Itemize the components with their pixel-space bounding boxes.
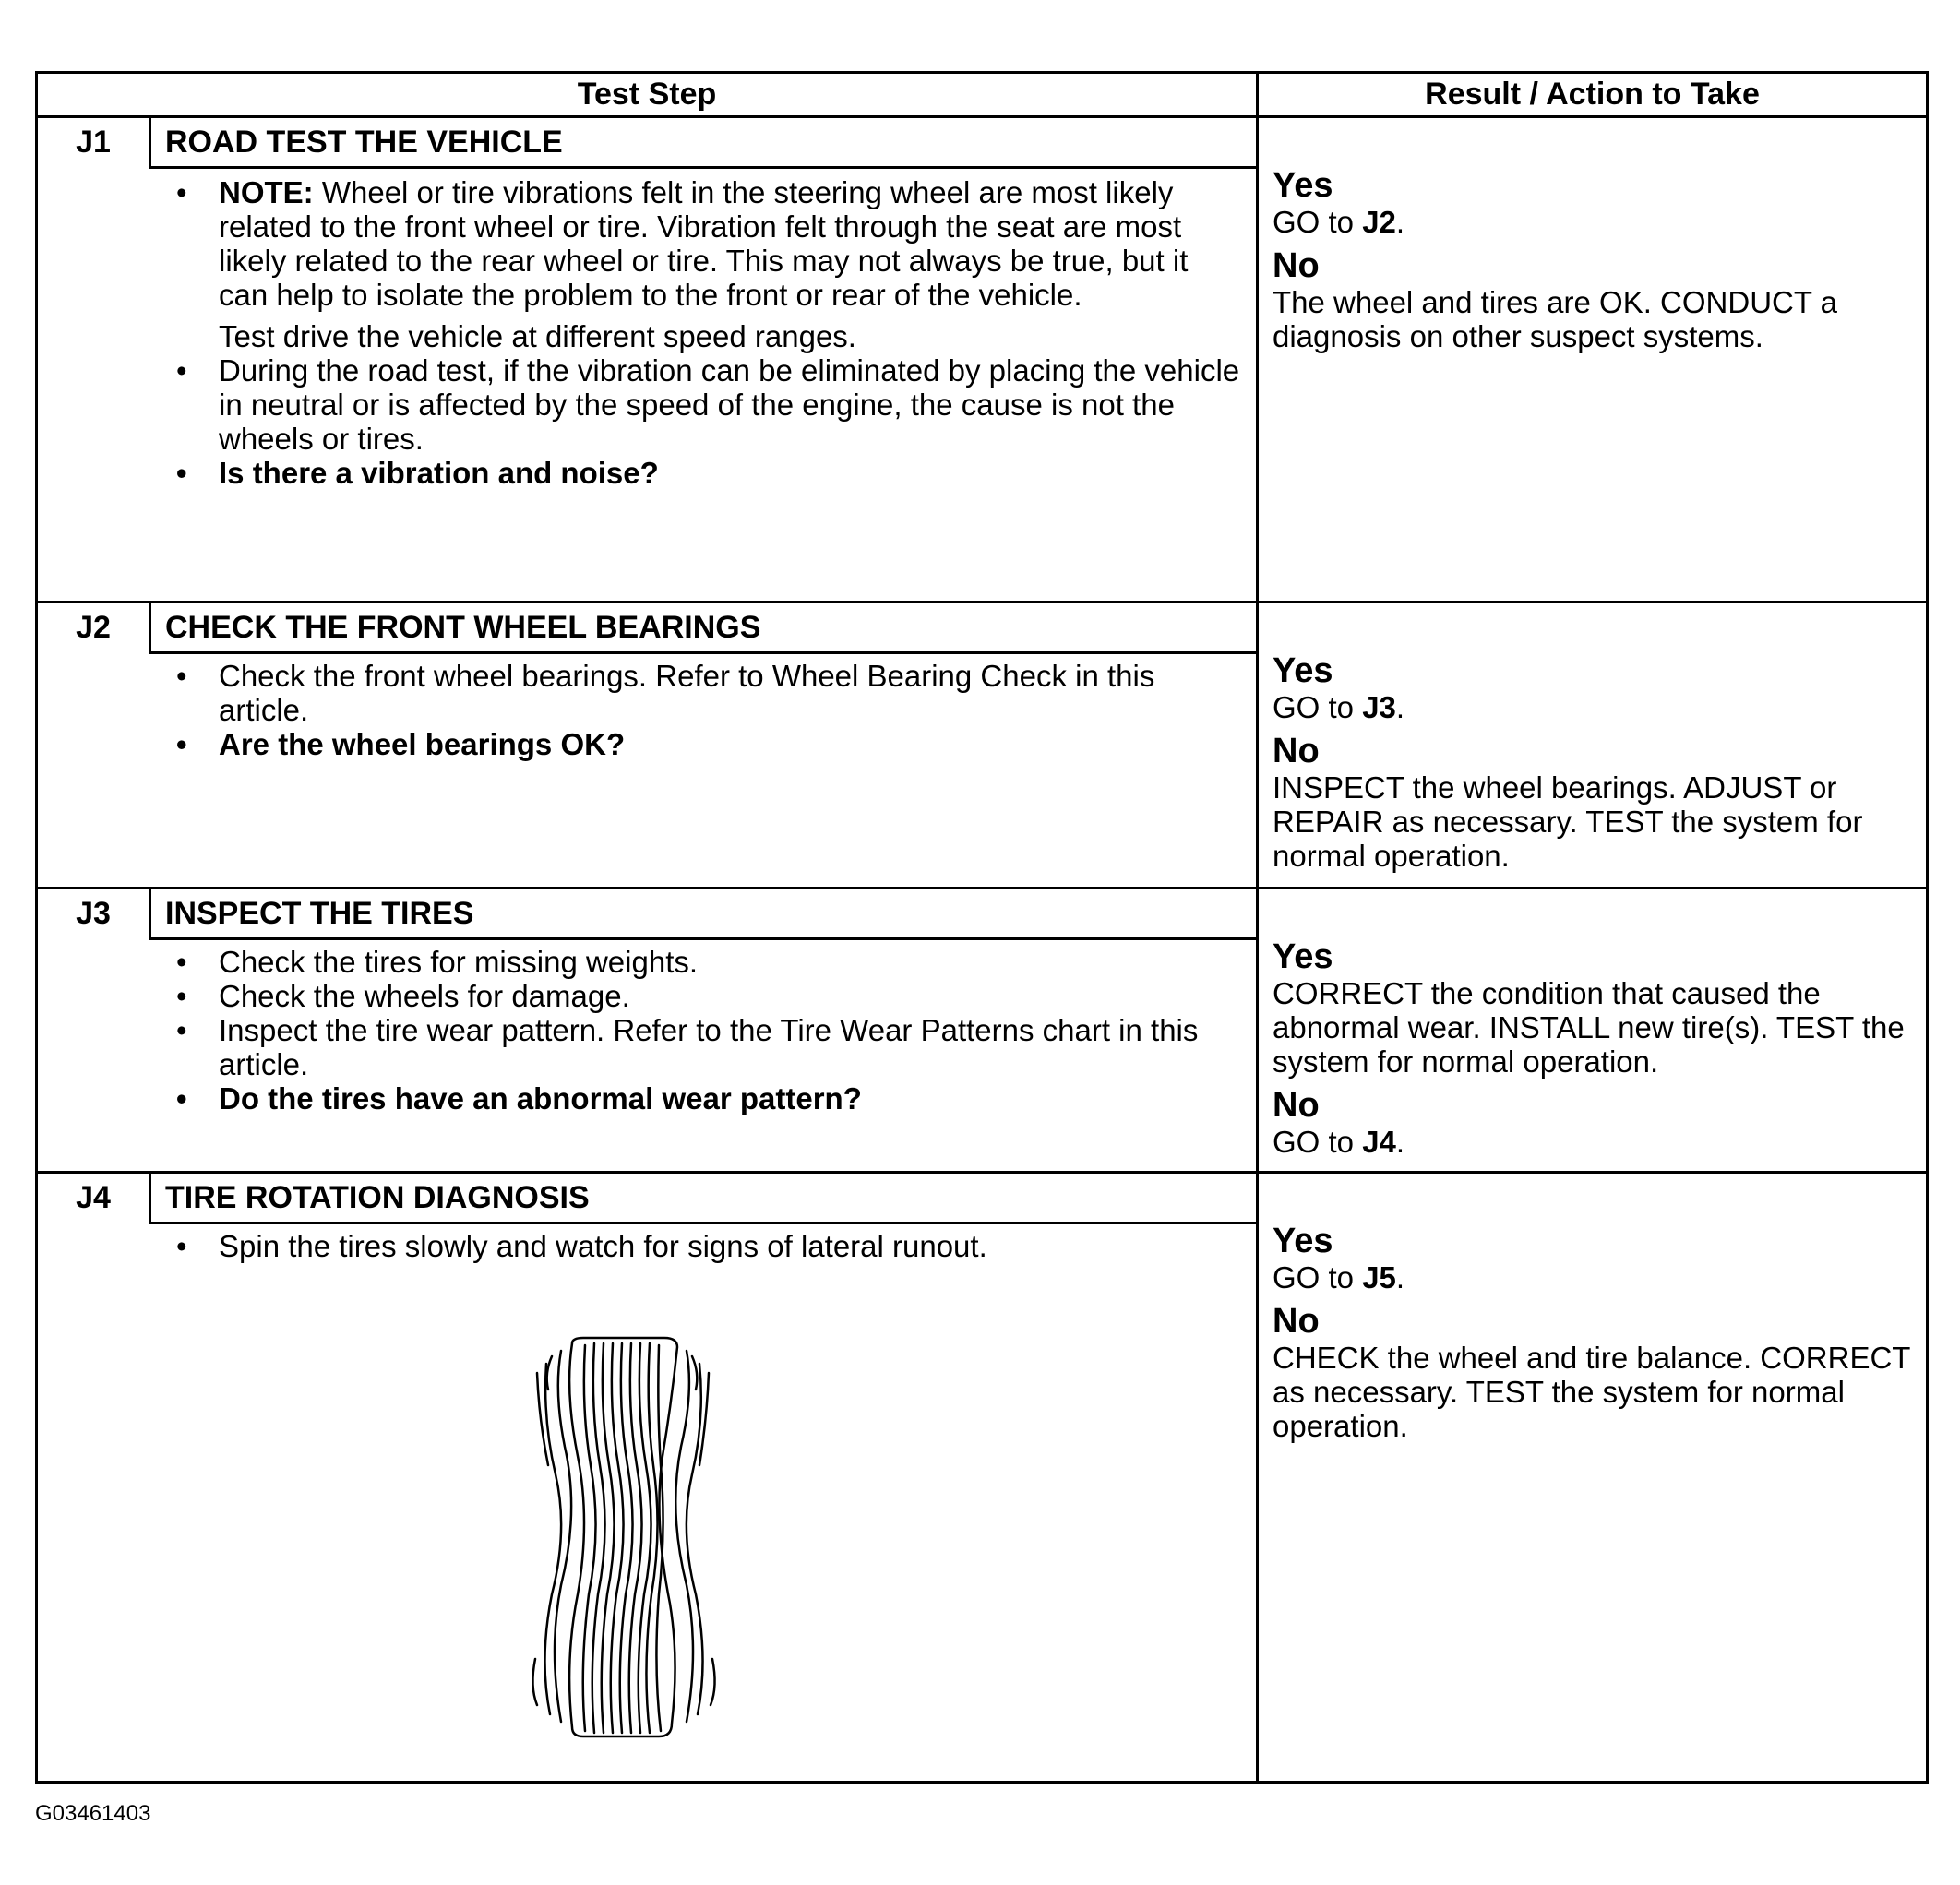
yes-action: CORRECT the condition that caused the abnormal wear. INSTALL new tire(s). TEST the system for normal operation. (1273, 976, 1905, 1079)
no-label: No (1273, 1086, 1320, 1125)
step-id-divider (149, 118, 151, 166)
title-divider (149, 1222, 1256, 1224)
list-item: • Check the front wheel bearings. Refer to Wheel Bearing Check in this article. (165, 659, 1245, 727)
list-item: • During the road test, if the vibration can be eliminated by placing the vehicle in neutral or is affected by the speed of the engine, the cause is not the wheels or tires. (165, 353, 1245, 456)
title-divider (149, 166, 1256, 169)
no-action: INSPECT the wheel bearings. ADJUST or REPAIR as necessary. TEST the system for normal operation. (1273, 770, 1863, 873)
step-title-j3: INSPECT THE TIRES (165, 895, 474, 931)
step-id-divider (149, 1174, 151, 1222)
result-j3 (1273, 937, 1918, 1159)
step-id-divider (149, 889, 151, 937)
note-item: • NOTE: Wheel or tire vibrations felt in the steering wheel are most likely related to the front wheel or tire. Vibration felt through the seat are most likely related to the rear wheel or tire. This may not always be true, but it can help to isolate the problem to the front or rear of the vehicle. (165, 175, 1245, 312)
yes-action: GO to J5. (1273, 1260, 1405, 1294)
result-j4 (1273, 1222, 1918, 1443)
no-action: CHECK the wheel and tire balance. CORRECT as necessary. TEST the system for normal operation. (1273, 1341, 1910, 1443)
step-id-j3: J3 (76, 895, 111, 931)
yes-action: GO to J2. (1273, 205, 1405, 239)
result-j1 (1273, 166, 1918, 353)
step-title-j4: TIRE ROTATION DIAGNOSIS (165, 1179, 590, 1215)
step-question-j2: • Are the wheel bearings OK? (165, 727, 1245, 761)
step-question-j3: • Do the tires have an abnormal wear pattern? (165, 1081, 1245, 1115)
no-label: No (1273, 246, 1320, 285)
step-id-j2: J2 (76, 609, 111, 645)
no-label: No (1273, 1302, 1320, 1341)
yes-label: Yes (1273, 651, 1333, 690)
list-item: • Check the tires for missing weights. (165, 945, 1245, 979)
yes-label: Yes (1273, 166, 1333, 205)
tire-runout-illustration (524, 1336, 746, 1742)
list-item: • Inspect the tire wear pattern. Refer to the Tire Wear Patterns chart in this article. (165, 1013, 1245, 1081)
no-label: No (1273, 732, 1320, 770)
step-id-j4: J4 (76, 1179, 111, 1215)
yes-label: Yes (1273, 937, 1333, 976)
diagnostic-table (35, 71, 1929, 1784)
step-body-j4 (165, 1229, 1245, 1263)
step-body-j2 (165, 659, 1245, 761)
title-divider (149, 651, 1256, 654)
step-id-divider (149, 603, 151, 651)
plain-instruction: Test drive the vehicle at different speed ranges. (219, 319, 856, 353)
no-action: GO to J4. (1273, 1125, 1405, 1159)
result-j2 (1273, 651, 1918, 873)
title-divider (149, 937, 1256, 940)
yes-label: Yes (1273, 1222, 1333, 1260)
list-item: • Spin the tires slowly and watch for signs of lateral runout. (165, 1229, 1245, 1263)
step-body-j1 (165, 175, 1245, 490)
column-header-result-action: Result / Action to Take (1259, 74, 1926, 118)
step-id-j1: J1 (76, 124, 111, 160)
step-title-j2: CHECK THE FRONT WHEEL BEARINGS (165, 609, 761, 645)
no-action: The wheel and tires are OK. CONDUCT a diagnosis on other suspect systems. (1273, 285, 1837, 353)
step-question-j1: • Is there a vibration and noise? (165, 456, 1245, 490)
yes-action: GO to J3. (1273, 690, 1405, 724)
step-body-j3 (165, 945, 1245, 1115)
column-header-test-step: Test Step (38, 74, 1256, 118)
step-title-j1: ROAD TEST THE VEHICLE (165, 124, 563, 160)
list-item: • Check the wheels for damage. (165, 979, 1245, 1013)
column-divider (1256, 74, 1259, 1781)
figure-code: G03461403 (35, 1801, 151, 1826)
